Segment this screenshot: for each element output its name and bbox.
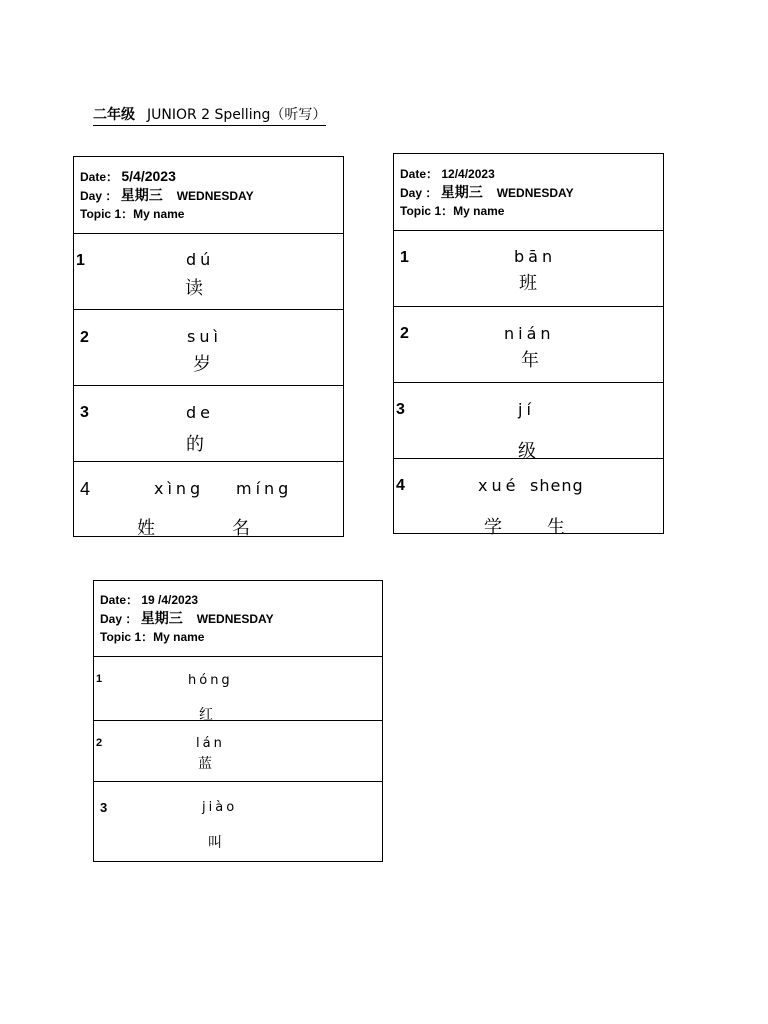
word-hanzi: 班: [519, 273, 537, 294]
word-hanzi: 读: [185, 278, 203, 299]
grade-label: 二年级: [93, 107, 135, 123]
word-hanzi-2: 生: [547, 517, 565, 538]
word-number: 2: [96, 737, 103, 749]
word-row: [94, 782, 382, 861]
word-row: [94, 657, 382, 721]
word-pinyin: jiào: [202, 800, 238, 815]
topic-line: Topic 1：My name: [80, 207, 185, 221]
card-header: [394, 154, 663, 231]
day-line: Day ： 星期三 WEDNESDAY: [80, 187, 254, 203]
date-line: Date： 12/4/2023: [400, 166, 495, 181]
date-value: 12/4/2023: [441, 166, 495, 181]
word-hanzi-2: 名: [232, 518, 250, 539]
word-number: 4: [80, 479, 91, 499]
word-row: [394, 383, 663, 462]
word-pinyin: bān: [514, 247, 557, 266]
word-row: [74, 310, 343, 386]
word-number: 3: [396, 401, 405, 418]
word-number: 3: [100, 800, 108, 815]
word-number: 2: [80, 329, 89, 346]
date-value: 19 /4/2023: [141, 593, 199, 607]
card-header: [94, 581, 382, 657]
word-pinyin: lán: [196, 736, 225, 751]
word-pinyin: de: [186, 403, 214, 422]
word-hanzi: 学: [484, 517, 502, 538]
word-number: 3: [80, 404, 89, 421]
word-pinyin: jí: [518, 400, 535, 419]
word-pinyin: xué: [478, 476, 520, 495]
spelling-card-2: [393, 153, 664, 538]
word-hanzi: 叫: [208, 835, 222, 851]
word-hanzi: 级: [518, 441, 536, 462]
word-hanzi: 蓝: [198, 756, 212, 772]
word-row: [94, 721, 382, 782]
day-line: Day ： 星期三 WEDNESDAY: [400, 183, 574, 200]
word-number: 1: [76, 252, 85, 269]
word-pinyin: dú: [186, 250, 215, 269]
spelling-card-3: [93, 580, 383, 862]
date-line: Date： 5/4/2023: [80, 168, 176, 184]
title-text: JUNIOR 2 Spelling（听写）: [147, 107, 327, 123]
word-number: 4: [396, 477, 405, 494]
word-row: [394, 231, 663, 307]
word-hanzi: 岁: [193, 354, 211, 375]
word-number: 1: [96, 673, 103, 685]
word-row: [74, 386, 343, 462]
day-line: Day ： 星期三 WEDNESDAY: [100, 610, 274, 626]
word-row: [394, 307, 663, 383]
topic-line: Topic 1：My name: [100, 630, 205, 644]
word-hanzi: 年: [521, 350, 539, 371]
word-row: [74, 462, 343, 538]
word-row: [394, 459, 663, 538]
page-title: [93, 104, 326, 126]
date-line: Date： 19 /4/2023: [100, 593, 199, 607]
word-pinyin: xìng: [154, 479, 205, 498]
word-pinyin: suì: [187, 327, 222, 346]
word-number: 2: [400, 325, 409, 342]
date-value: 5/4/2023: [121, 168, 176, 184]
spelling-card-1: [73, 156, 344, 537]
word-row: [74, 234, 343, 310]
word-pinyin: hóng: [188, 673, 233, 688]
card-header: [74, 157, 343, 234]
topic-line: Topic 1：My name: [400, 203, 505, 218]
word-hanzi: 姓: [137, 518, 155, 539]
word-number: 1: [400, 249, 409, 266]
word-pinyin: nián: [504, 324, 555, 343]
word-pinyin-2: sheng: [530, 476, 584, 495]
word-hanzi: 的: [186, 434, 204, 455]
word-pinyin-2: míng: [236, 479, 293, 498]
word-hanzi: 红: [199, 707, 213, 723]
